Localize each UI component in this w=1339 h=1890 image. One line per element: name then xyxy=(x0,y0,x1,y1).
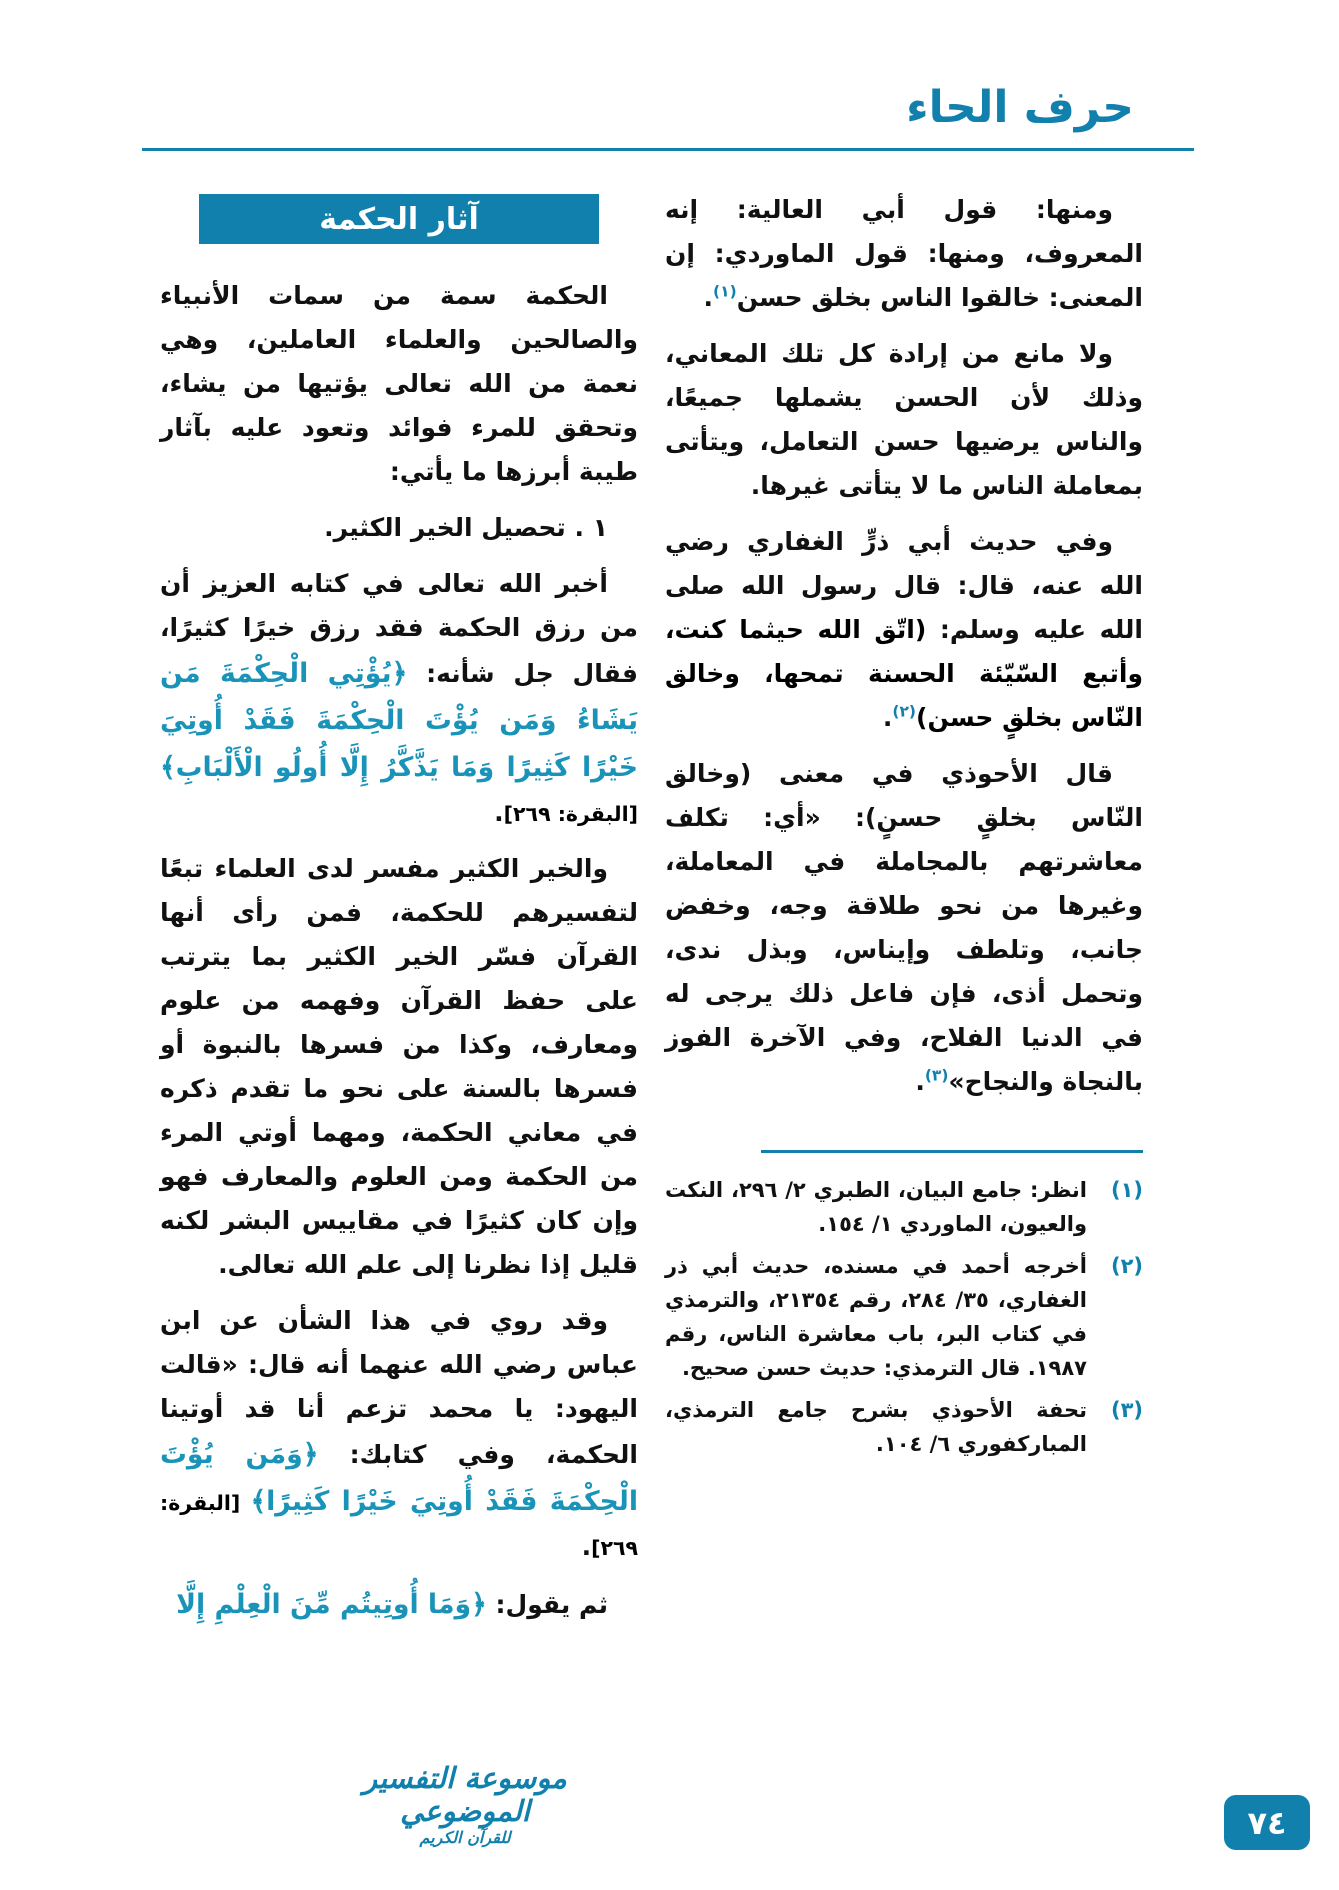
text-segment: . xyxy=(703,283,714,312)
header-divider xyxy=(142,148,1194,151)
paragraph xyxy=(656,332,1143,508)
paragraph xyxy=(150,562,639,835)
text-segment: وقد روي في هذا الشأن عن ابن عباس رضي الله عنهما أنه قال: «قالت اليهود: يا محمد تزعم أنا قد أوتينا الحكمة، وفي كتابك: xyxy=(151,1306,638,1470)
footnote-marker: (١) xyxy=(713,282,737,301)
quran-verse: ﴿وَمَا أُوتِيتُم مِّنَ الْعِلْمِ إِلَّا xyxy=(176,1589,487,1621)
footnote-text: انظر: جامع البيان، الطبري ٢/ ٢٩٦، النكت والعيون، الماوردي ١/ ١٥٤. xyxy=(665,1178,1087,1237)
footnote xyxy=(665,1393,1143,1461)
section-heading: آثار الحكمة xyxy=(199,194,599,244)
footnote-marker: (٢) xyxy=(892,702,917,721)
text-segment: والخير الكثير مفسر لدى العلماء تبعًا لتفسيرهم للحكمة، فمن رأى أنها القرآن فسّر الخير الكثير بما يترتب على حفظ القرآن وفهمه من علوم ومعارف، وكذا من فسرها بالنبوة أو فسرها بالسنة على نحو ما تقدم ذكره في معاني الحكمة، ومهما أوتي المرء من الحكمة ومن العلوم والمعارف فهو وإن كان كثيرًا في مقاييس البشر لكنه قليل إذا نظرنا إلى علم الله تعالى. xyxy=(151,854,638,1280)
footnote-text: أخرجه أحمد في مسنده، حديث أبي ذر الغفاري، ٣٥/ ٢٨٤، رقم ٢١٣٥٤، والترمذي في كتاب البر، باب معاشرة الناس، رقم ١٩٨٧. قال الترمذي: حديث حسن صحيح. xyxy=(665,1254,1087,1381)
text-segment: . xyxy=(494,798,504,828)
paragraph xyxy=(150,1299,639,1569)
quran-verse: ﴿يُؤْتِي الْحِكْمَةَ مَن يَشَاءُ وَمَن يُؤْتَ الْحِكْمَةَ فَقَدْ أُوتِيَ خَيْرًا كَثِيرًا وَمَا يَذَّكَّرُ إِلَّا أُولُو الْأَلْبَابِ﴾ xyxy=(150,658,638,784)
paragraph xyxy=(151,274,638,494)
footnotes-section xyxy=(665,1150,1143,1461)
text-segment: ثم يقول: xyxy=(486,1590,608,1620)
publisher-logo xyxy=(330,1762,600,1847)
paragraph xyxy=(656,188,1143,320)
text-segment: الحكمة سمة من سمات الأنبياء والصالحين والعلماء العاملين، وهي نعمة من الله تعالى يؤتيها من يشاء، وتحقق للمرء فوائد وتعود عليه بآثار طيبة أبرزها ما يأتي: xyxy=(151,281,638,486)
list-item-numbered xyxy=(160,506,638,550)
paragraph xyxy=(656,520,1143,740)
verse-reference: [البقرة: ٢٦٩] xyxy=(152,757,638,827)
text-segment: . xyxy=(882,703,893,732)
paragraph xyxy=(656,752,1143,1104)
footnote-number: (١) xyxy=(1110,1178,1143,1202)
paragraph xyxy=(151,847,638,1287)
page-content xyxy=(150,188,1143,1640)
text-segment: أخبر الله تعالى في كتابه العزيز أن من رزق الحكمة فقد رزق خيرًا كثيرًا، فقال جل شأنه: xyxy=(151,569,639,688)
page-number-badge: ٧٤ xyxy=(1224,1795,1310,1850)
publisher-logo-subtitle: للقرآن الكريم xyxy=(419,1827,511,1847)
verse-reference: [البقرة: ٢٦٩] xyxy=(152,1491,638,1561)
text-segment: ١ . تحصيل الخير الكثير. xyxy=(324,513,608,542)
footnote xyxy=(665,1249,1143,1385)
column-right xyxy=(656,188,1143,1469)
text-segment: ولا مانع من إرادة كل تلك المعاني، وذلك لأن الحسن يشملها جميعًا، والناس يرضيها حسن التعامل، ويتأتى بمعاملة الناس ما لا يتأتى غيرها. xyxy=(656,339,1143,500)
text-segment: قال الأحوذي في معنى (وخالق النّاس بخلقٍ حسنٍ): «أي: تكلف معاشرتهم بالمجاملة في المعاملة، وغيرها من نحو طلاقة وجه، وخفض جانب، وتلطف وإيناس، وبذل ندى، وتحمل أذى، فإن فاعل ذلك يرجى له في الدنيا الفلاح، وفي الآخرة الفوز بالنجاة والنجاح» xyxy=(656,759,1143,1096)
footnote xyxy=(665,1173,1143,1241)
chapter-header: حرف الحاء xyxy=(906,82,1134,133)
column-left xyxy=(150,188,639,1640)
text-segment: . xyxy=(915,1067,925,1096)
footnote-divider xyxy=(761,1150,1143,1153)
text-segment: . xyxy=(581,1532,592,1562)
text-segment: وفي حديث أبي ذرٍّ الغفاري رضي الله عنه، قال: قال رسول الله صلى الله عليه وسلم: xyxy=(656,527,1143,644)
footnote-number: (٢) xyxy=(1110,1254,1143,1279)
quran-verse: ﴿وَمَن يُؤْتَ الْحِكْمَةَ فَقَدْ أُوتِيَ خَيْرًا كَثِيرًا﴾ xyxy=(150,1439,639,1518)
text-segment: ومنها: قول أبي العالية: إنه المعروف، ومنها: قول الماوردي: إن المعنى: خالقوا الناس بخلق حسن xyxy=(656,195,1143,312)
footnote-text: تحفة الأحوذي بشرح جامع الترمذي، المباركفوري ٦/ ١٠٤. xyxy=(665,1398,1087,1457)
footnote-marker: (٣) xyxy=(924,1066,949,1085)
paragraph xyxy=(160,1581,638,1628)
footnote-number: (٣) xyxy=(1110,1398,1143,1423)
publisher-logo-title: موسوعة التفسير الموضوعي xyxy=(363,1761,567,1829)
text-segment: (اتّق الله حيثما كنت، وأتبع السّيّئة الحسنة تمحها، وخالق النّاس بخلقٍ حسن) xyxy=(656,615,1143,732)
